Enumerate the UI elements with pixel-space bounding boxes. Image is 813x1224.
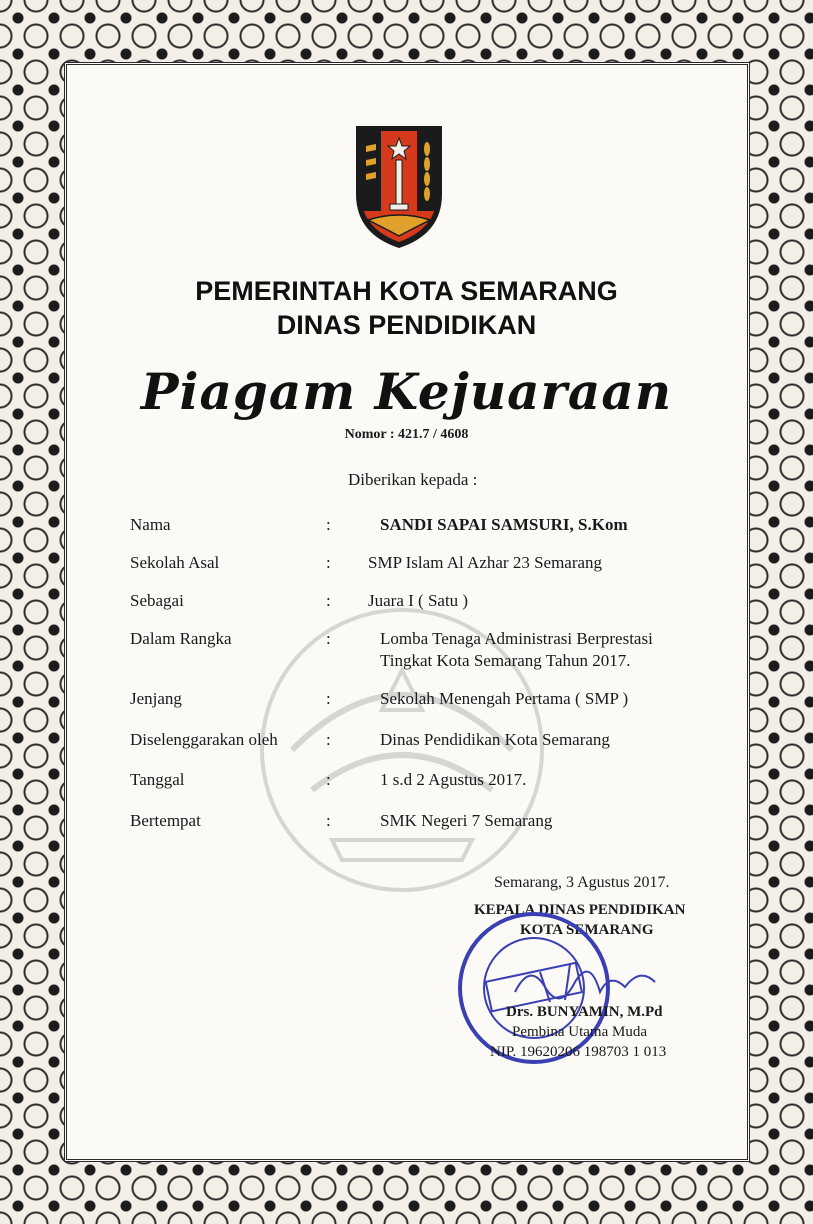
- detail-value: Juara I ( Satu ): [368, 591, 469, 610]
- signatory-name: Drs. BUNYAMIN, M.Pd: [506, 1004, 663, 1020]
- detail-label: Diselenggarakan oleh: [130, 730, 278, 749]
- city-emblem: [354, 124, 444, 250]
- detail-value: SANDI SAPAI SAMSURI, S.Kom: [380, 515, 628, 534]
- detail-colon: :: [326, 811, 331, 830]
- signatory-nip: NIP. 19620206 198703 1 013: [490, 1044, 667, 1060]
- detail-value: Lomba Tenaga Administrasi Berprestasi: [380, 629, 653, 648]
- detail-label: Sebagai: [130, 591, 184, 610]
- detail-label: Dalam Rangka: [130, 629, 232, 648]
- detail-colon: :: [326, 770, 331, 789]
- detail-colon: :: [326, 689, 331, 708]
- given-to-label: Diberikan kepada :: [348, 470, 478, 489]
- detail-colon: :: [326, 591, 331, 610]
- detail-label: Nama: [130, 515, 171, 534]
- handwritten-signature: [510, 952, 660, 1012]
- detail-label: Tanggal: [130, 770, 185, 789]
- detail-colon: :: [326, 553, 331, 572]
- detail-colon: :: [326, 629, 331, 648]
- department-title: DINAS PENDIDIKAN: [276, 310, 537, 340]
- detail-colon: :: [326, 730, 331, 749]
- certificate-number: Nomor : 421.7 / 4608: [344, 427, 469, 442]
- signatory-position: KEPALA DINAS PENDIDIKAN: [474, 902, 686, 918]
- certificate-title: Piagam Kejuaraan: [140, 362, 673, 421]
- signatory-office: KOTA SEMARANG: [520, 922, 654, 938]
- detail-value: Sekolah Menengah Pertama ( SMP ): [380, 689, 629, 708]
- detail-value: SMK Negeri 7 Semarang: [380, 811, 553, 830]
- detail-value-line2: Tingkat Kota Semarang Tahun 2017.: [380, 651, 631, 670]
- place-date: Semarang, 3 Agustus 2017.: [494, 874, 670, 891]
- government-title: PEMERINTAH KOTA SEMARANG: [195, 276, 618, 306]
- detail-value: Dinas Pendidikan Kota Semarang: [380, 730, 610, 749]
- detail-value: SMP Islam Al Azhar 23 Semarang: [368, 553, 603, 572]
- detail-label: Jenjang: [130, 689, 182, 708]
- detail-colon: :: [326, 515, 331, 534]
- detail-value: 1 s.d 2 Agustus 2017.: [380, 770, 527, 789]
- detail-label: Bertempat: [130, 811, 201, 830]
- signatory-rank: Pembina Utama Muda: [512, 1024, 647, 1040]
- detail-label: Sekolah Asal: [130, 553, 220, 572]
